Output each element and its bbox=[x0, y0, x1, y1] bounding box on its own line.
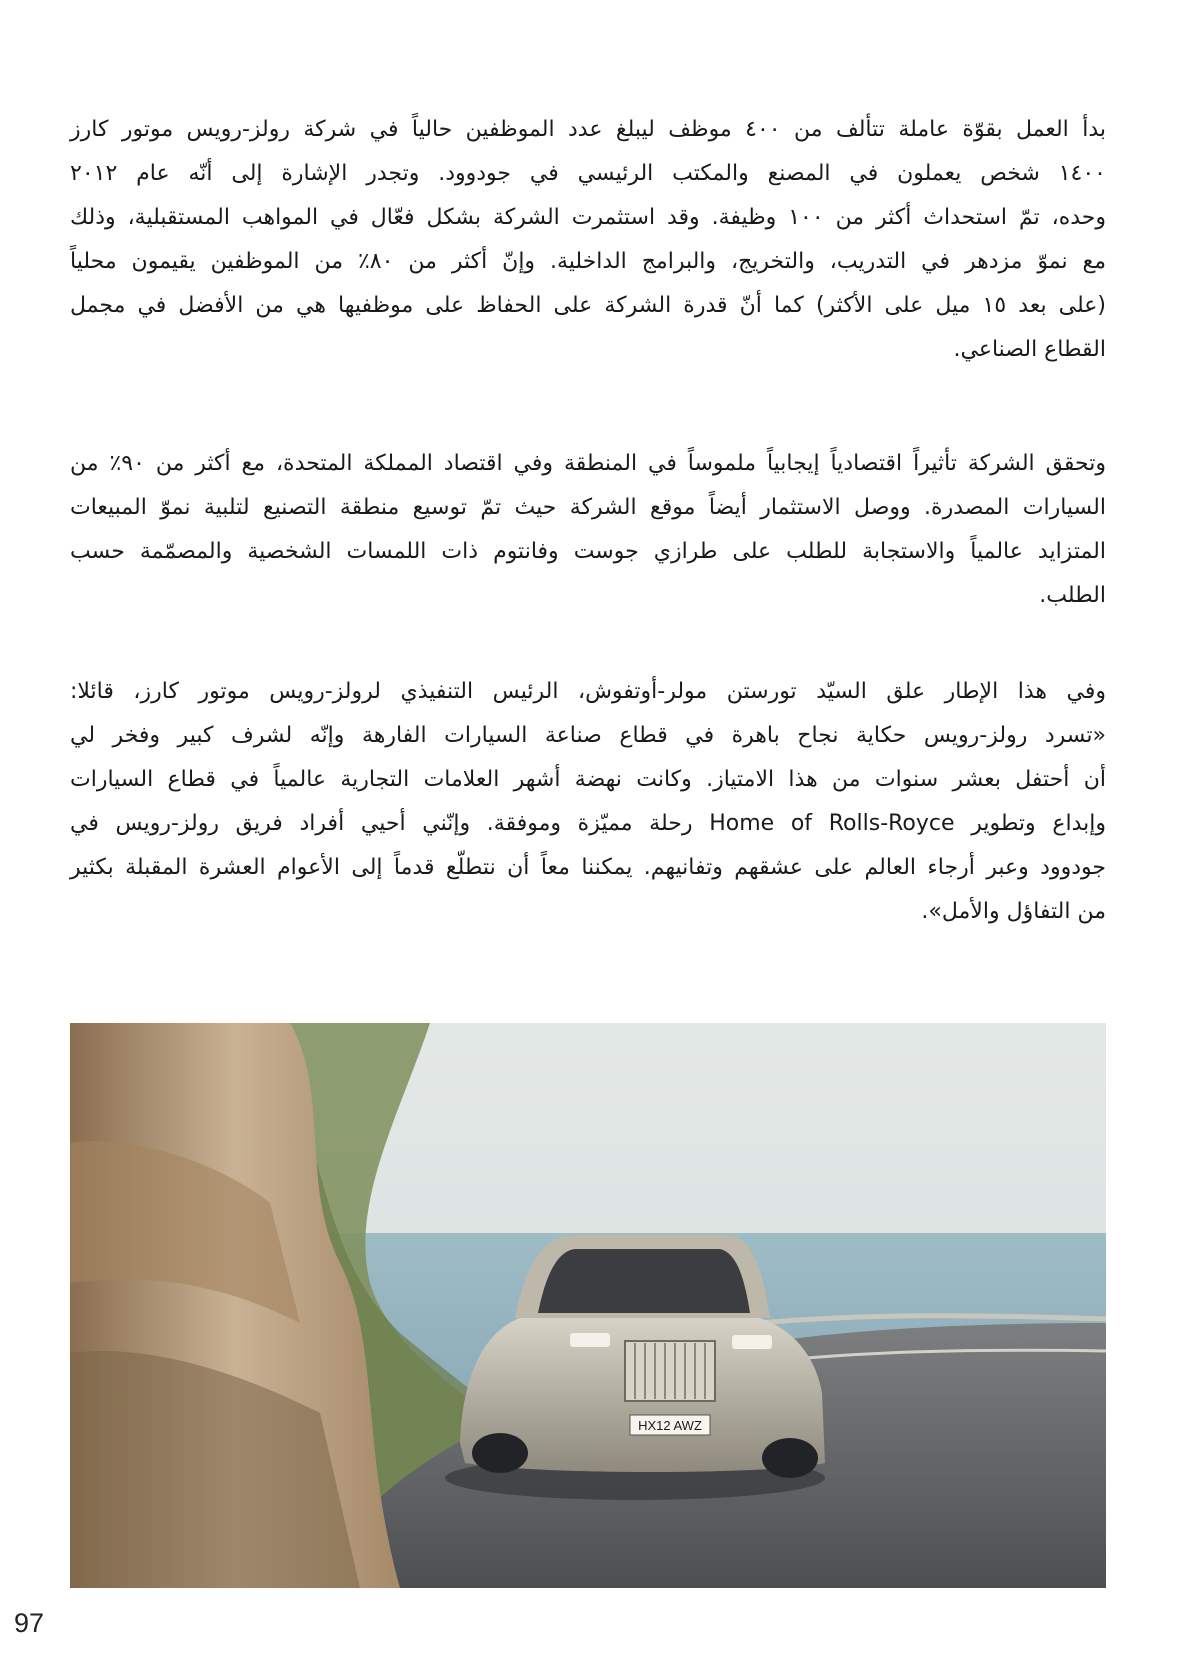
text-line: وتحقق الشركة تأثيراً اقتصادياً إيجابياً ملموساً في المنطقة وفي اقتصاد المملكة المتحدة، مع أكثر من ٩٠٪ من bbox=[70, 451, 1107, 476]
text-line: وإبداع وتطوير Home of Rolls-Royce رحلة مميّزة وموفقة. وإنّني أحيي أفراد فريق رولز-رويس في bbox=[70, 811, 1106, 836]
paragraph-2 bbox=[70, 442, 1106, 618]
text-line: المتزايد عالمياً والاستجابة للطلب على طرازي جوست وفانتوم ذات اللمسات الشخصية والمصمّمة حسب bbox=[70, 539, 1106, 564]
text-line: أن أحتفل بعشر سنوات من هذا الامتياز. وكانت نهضة أشهر العلامات التجارية عالمياً في قطاع السيارات bbox=[70, 767, 1106, 792]
paragraph-1 bbox=[70, 108, 1106, 372]
license-plate-text: HX12 AWZ bbox=[638, 1418, 702, 1433]
car-photo bbox=[70, 1023, 1106, 1588]
text-line: من التفاؤل والأمل». bbox=[921, 899, 1106, 924]
text-line: وحده، تمّ استحداث أكثر من ١٠٠ وظيفة. وقد استثمرت الشركة بشكل فعّال في المواهب المستقبلية، وذلك bbox=[70, 205, 1107, 230]
page-number: 97 bbox=[14, 1608, 45, 1638]
text-line: السيارات المصدرة. ووصل الاستثمار أيضاً موقع الشركة حيث تمّ توسيع منطقة التصنيع لتلبية نموّ المبيعات bbox=[70, 495, 1106, 520]
text-line: بدأ العمل بقوّة عاملة تتألف من ٤٠٠ موظف ليبلغ عدد الموظفين حالياً في شركة رولز-رويس موتور كارز bbox=[70, 117, 1106, 142]
text-line: مع نموّ مزدهر في التدريب، والتخريج، والبرامج الداخلية. وإنّ أكثر من ٨٠٪ من الموظفين يقيمون محلياً bbox=[70, 249, 1106, 274]
text-line: جودوود وعبر أرجاء العالم على عشقهم وتفانيهم. يمكننا معاً أن نتطلّع قدماً إلى الأعوام العشرة المقبلة بكثير bbox=[70, 855, 1106, 880]
grille bbox=[625, 1341, 715, 1401]
paragraph-3 bbox=[70, 670, 1106, 934]
text-line: «تسرد رولز-رويس حكاية نجاح باهرة في قطاع صناعة السيارات الفارهة وإنّه لشرف كبير وفخر لي bbox=[70, 723, 1106, 748]
text-line: القطاع الصناعي. bbox=[953, 337, 1106, 362]
text-line: وفي هذا الإطار علق السيّد تورستن مولر-أوتفوش، الرئيس التنفيذي لرولز-رويس موتور كارز، قائلا: bbox=[70, 679, 1106, 704]
text-line: الطلب. bbox=[1039, 583, 1106, 608]
text-line: ١٤٠٠ شخص يعملون في المصنع والمكتب الرئيسي في جودوود. وتجدر الإشارة إلى أنّه عام ٢٠١٢ bbox=[70, 161, 1106, 186]
text-line: (على بعد ١٥ ميل على الأكثر) كما أنّ قدرة الشركة على الحفاظ على موظفيها هي من الأفضل في مجمل bbox=[70, 293, 1106, 318]
